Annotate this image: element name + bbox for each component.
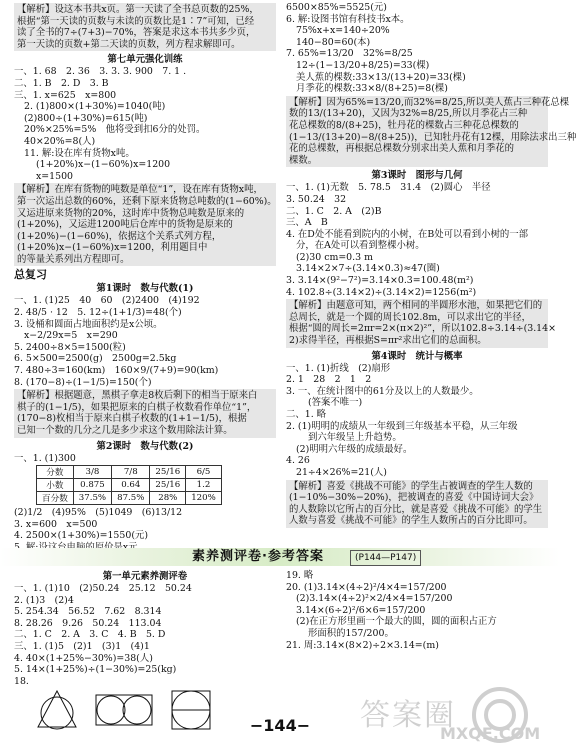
table-cell: 0.64 xyxy=(112,479,150,492)
answer-line: 一、1. (1)折线 (2)扇形 xyxy=(286,362,391,374)
left-column-top xyxy=(14,2,276,565)
answer-line: (1+20%)x−(1−60%)x=1200 xyxy=(36,159,171,171)
answer-line: (2)800÷(1+30%)=615(吨) xyxy=(24,112,148,124)
table-cell: 25/16 xyxy=(150,479,186,492)
analysis-line: 棋子的(1−1/5)，如果把原来的白棋子枚数看作单位“1”， xyxy=(17,401,257,413)
answer-line: 140−80=60(本) xyxy=(296,36,371,48)
answer-line: (2)1/2 (4)95% (5)1049 (6)13/12 xyxy=(14,507,183,519)
answer-line: 二、1. C 2. A 3. C 4. B 5. D xyxy=(14,629,166,641)
banner-title: 素养测评卷·参考答案 xyxy=(192,549,324,564)
answer-line: 二、1. B 2. D 3. B xyxy=(14,77,109,89)
answer-line: 20. (1)3.14×(4÷2)²/4×4=157/200 xyxy=(286,581,447,593)
answer-line: (答案不唯一) xyxy=(308,397,363,409)
analysis-line: 读了全书的7÷(7+3)−70%，答案是求这本书共多少页， xyxy=(17,27,256,39)
answer-line: 75%x+x=140÷20% xyxy=(296,25,390,37)
answer-line: 形面积的157/200。 xyxy=(308,627,394,639)
table-cell: 小数 xyxy=(37,479,74,492)
watermark-text: 答案圈 xyxy=(360,698,456,733)
answer-line: 6. 5×500=2500(g) 2500g=2.5kg xyxy=(14,353,177,365)
section-heading: 第一单元素养测评卷 xyxy=(102,571,188,582)
answer-line: 3. x=600 x=500 xyxy=(14,518,98,530)
table-header-cell: 7/8 xyxy=(112,466,150,479)
section-heading: 第4课时 统计与概率 xyxy=(371,350,463,362)
analysis-line: 总周长，就是一个圆的周长102.8m，可以求出它的半径， xyxy=(289,311,531,323)
table-cell: 1.2 xyxy=(186,479,222,492)
answer-line: 8. 28.26 9.26 50.24 113.04 xyxy=(14,617,162,629)
table-row xyxy=(37,492,222,505)
analysis-line: (1+20%)x−(1−60%)x=1200，利用题目中 xyxy=(17,242,208,254)
section-heading: 第2课时 数与代数(2) xyxy=(96,440,194,452)
answer-line: 11. 解:设在库有货物x吨。 xyxy=(24,147,135,159)
analysis-line: 又运进原来货物的20%，这时库中货物总吨数是原来的 xyxy=(17,207,245,219)
watermark-url: MXQE.COM xyxy=(440,724,541,743)
analysis-box xyxy=(286,96,576,168)
answer-line: 美人蕉的棵数:33×13/(13+20)=33(棵) xyxy=(296,71,466,83)
analysis-line: 数的13/(13+20)，又因为32%=8/25,所以月季花占三种 xyxy=(289,108,528,120)
table-header-cell: 6/5 xyxy=(186,466,222,479)
answer-line: 3. 设桶和圆面占地面积约是x公顷。 xyxy=(14,318,163,330)
answer-line: 一、1. (1)无数 5. 78.5 31.4 (2)圆心 半径 xyxy=(286,182,491,194)
analysis-line: (1−13/(13+20)−8/(8+25))，已知牡丹花有12棵，用除法求出三种 xyxy=(289,131,576,143)
answer-line: 6. 解:设图书馆有科技书x本。 xyxy=(286,13,410,25)
answer-line: 7. 480÷3=160(km) 160×9/(7+9)=90(km) xyxy=(14,365,219,377)
table-header-cell: 25/16 xyxy=(150,466,186,479)
answer-line: 三、1. x=625 x=800 xyxy=(14,89,117,101)
answer-line: 到六年级呈上升趋势。 xyxy=(308,432,402,444)
answer-line: 20%×25%=5% 他将受到扣6分的处罚。 xyxy=(24,124,206,136)
analysis-line: 花总棵数的8/(8+25)，牡丹花的棵数占三种花总棵数的 xyxy=(289,119,519,131)
table-header-cell: 3/8 xyxy=(73,466,111,479)
answer-line: 4. 102.8÷(3.14×2)÷(3.14×2)=1256(m²) xyxy=(286,286,477,298)
analysis-box xyxy=(14,3,276,51)
answer-line: 分，在A处可以看到整棵小树。 xyxy=(296,240,425,252)
answer-line: 5. 254.34 56.52 7.62 8.314 xyxy=(14,606,162,618)
analysis-line: 【解析】由题意可知，两个相同的半圆形水池，如果把它们的 xyxy=(289,300,543,312)
answer-line: (2)在正方形里画一个最大的圆，圆的面积占正方 xyxy=(296,616,497,628)
analysis-line: 棵数。 xyxy=(289,154,318,166)
analysis-line: 的人数除以它所占的百分比，就是喜爱《挑战不可能》的学生 xyxy=(289,503,543,515)
analysis-box xyxy=(286,480,548,528)
answer-line: x−2/29x=5 x=290 xyxy=(24,330,118,342)
analysis-line: 根据“第一天读的页数与未读的页数比是1∶7”可知，已经 xyxy=(17,15,255,27)
answer-line: 12÷(1−13/20+8/25)=33(棵) xyxy=(296,59,430,71)
table-cell: 百分数 xyxy=(37,492,74,505)
analysis-line: 人数与喜爱《挑战不可能》的学生人数所占的百分比即可。 xyxy=(289,515,533,527)
answer-line: 21. 周:3.14×(8×2)÷2×3.14=(m) xyxy=(286,639,439,651)
page-number: −144− xyxy=(249,716,311,735)
answer-line: 3. 3.14×(9²−7²)=3.14×0.3=100.48(m²) xyxy=(286,275,474,287)
answer-line: 4. 在D处不能看到院内的小树，在B处可以看到小树的一部 xyxy=(286,228,528,240)
answer-line: 月季花的棵数:33×8/(8+25)=8(棵) xyxy=(296,83,448,95)
answer-line: 7. 65%=13/20 32%=8/25 xyxy=(286,48,413,60)
analysis-line: 【解析】根据题意，黑棋子拿走8枚后剩下的相当于原来白 xyxy=(17,390,258,402)
answer-line: 一、1. (1)10 (2)50.24 25.12 50.24 xyxy=(14,583,192,594)
answer-line: 4. 2500×(1+30%)=1550(元) xyxy=(14,530,149,542)
answer-line: (2)3.14×(4÷2)²×2/4×4=157/200 xyxy=(296,593,453,605)
table-cell: 0.875 xyxy=(73,479,111,492)
analysis-box xyxy=(14,389,276,437)
answer-line: 三、1. (1)5 (2)1 (3)1 (4)1 xyxy=(14,640,150,652)
analysis-line: 已知一个数的几分之几是多少求这个数用除法计算。 xyxy=(17,425,233,436)
left-column-bottom xyxy=(14,570,276,731)
fraction-decimal-table xyxy=(36,465,222,505)
answer-line: 2. (1)3 (2)4 xyxy=(14,594,74,606)
answer-line: 3.14×2×7÷(3.14×0.3)≈47(圈) xyxy=(296,263,440,275)
answer-line: 3. 一、在统计图中的61分及以上的人数最少。 xyxy=(286,385,479,397)
banner-page-range: (P144—P147) xyxy=(350,550,421,566)
analysis-line: 【解析】在库有货物的吨数是单位“1”，设在库有货物x吨， xyxy=(17,184,263,196)
table-cell: 120% xyxy=(186,492,222,505)
table-cell: 87.5% xyxy=(112,492,150,505)
table-header-cell: 分数 xyxy=(37,466,74,479)
table-cell: 37.5% xyxy=(73,492,111,505)
answer-line: 三、A B xyxy=(286,217,328,229)
analysis-line: 花的总棵数，再根据总棵数分别求出美人蕉和月季花的 xyxy=(289,143,515,155)
answer-line: 一、1. 68 2. 36 3. 3. 3. 900 7. 1 . xyxy=(14,66,187,78)
answer-line: 2. (1)明明的成绩从一年级到三年级基本平稳，从三年级 xyxy=(286,420,518,432)
analysis-line: (1+20%)−(1−60%)，依据这个关系式列方程， xyxy=(17,230,222,242)
answer-line: 3.14×(6÷2)²/6×6=157/200 xyxy=(296,604,426,616)
answer-line: 40×20%=8(人) xyxy=(24,135,96,147)
answer-line: 2. (1)800×(1+30%)=1040(吨) xyxy=(24,101,166,113)
analysis-line: 的等量关系列出方程即可。 xyxy=(17,253,130,265)
answer-line: 2. 48/5 · 12 5. 12÷(1+1/3)=48(个) xyxy=(14,307,182,319)
analysis-line: (170−8)枚相当于原来白棋子枚数的(1+1−1/5)，根据 xyxy=(17,413,247,425)
section-heading: 第3课时 图形与几何 xyxy=(371,170,463,182)
answer-line: 总复习 xyxy=(14,268,47,282)
answer-line: 一、1. (1)300 xyxy=(14,452,76,464)
answer-line: (2)30 cm=0.3 m xyxy=(296,251,373,263)
answer-line: 2. 1 28 2 1 2 xyxy=(286,374,372,386)
analysis-line: 【解析】喜爱《挑战不可能》的学生占被调查的学生人数的 xyxy=(289,480,533,492)
table-row xyxy=(37,479,222,492)
answer-line: 3. 50.24 32 xyxy=(286,193,347,205)
analysis-line: 【解析】因为65%=13/20,而32%=8/25,所以美人蕉占三种花总棵 xyxy=(289,96,570,108)
answer-line: x=1500 xyxy=(36,170,74,182)
right-column-top xyxy=(286,2,576,530)
answer-line: (2)明明六年级的成绩最好。 xyxy=(296,443,413,455)
answer-line: 5. 2400÷8×5=1500(粒) xyxy=(14,341,126,353)
answer-line: 一、1. (1)25 40 60 (2)2400 (4)192 xyxy=(14,295,200,307)
answer-line: 21÷4×26%=21(人) xyxy=(296,466,387,478)
answer-line: 19. 略 xyxy=(286,570,314,581)
analysis-box xyxy=(14,183,276,266)
analysis-line: 第一次运出总数的60%，还剩下原来货物总吨数的(1−60%)。 xyxy=(17,195,277,207)
answer-line: 4. 40×(1+25%−30%)=38(人) xyxy=(14,652,153,664)
answer-line: 二、1. C 2. A (2)B xyxy=(286,205,382,217)
analysis-line: 【解析】设这本书共x页。第一天读了全书总页数的25%， xyxy=(17,4,259,15)
answer-line: 8. (170−8)÷(1−1/5)=150(个) xyxy=(14,376,152,388)
analysis-line: (1+20%)，又运进1200吨后仓库中的货物是原来的 xyxy=(17,219,233,231)
answer-line: 18. xyxy=(14,675,29,687)
answer-line: 5. 14×(1+25%)÷(1−30%)=25(kg) xyxy=(14,664,177,676)
section-heading: 第七单元强化训练 xyxy=(107,54,183,66)
analysis-box xyxy=(286,299,556,347)
analysis-line: 根据“圆的周长=2πr=2×(π×2)²”，所以102.8÷3.14÷(3.14× xyxy=(289,323,556,335)
analysis-line: 2)求得半径，再根据S=πr²求出它们的总面积。 xyxy=(289,335,487,347)
answer-line: 6500×85%=5525(元) xyxy=(286,2,387,13)
section-heading: 第1课时 数与代数(1) xyxy=(96,283,194,295)
table-cell: 28% xyxy=(150,492,186,505)
right-column-bottom xyxy=(286,570,548,651)
analysis-line: (1−10%−30%−20%)，把被调查的喜爱《中国诗词大会》 xyxy=(289,492,539,504)
watermark-logo-icon xyxy=(470,685,530,745)
analysis-line: 第一天读的页数+第二天读的页数，列方程求解即可。 xyxy=(17,38,241,50)
answer-line: 二、1. 略 xyxy=(286,409,327,420)
answer-line: 4. 26 xyxy=(286,455,310,467)
